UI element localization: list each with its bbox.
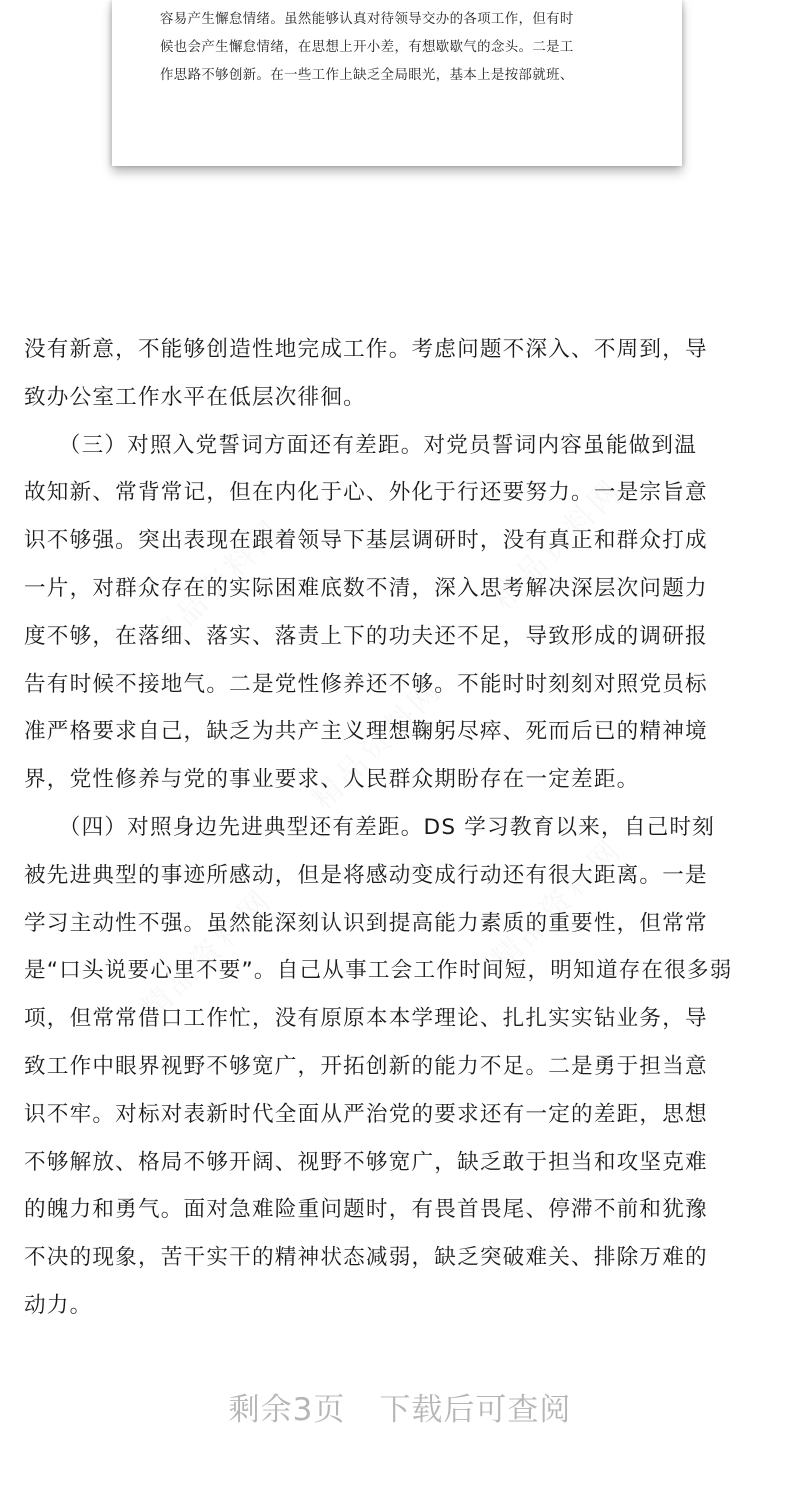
preview-line: 容易产生懈怠情绪。虽然能够认真对待领导交办的各项工作，但有时 bbox=[160, 12, 574, 27]
download-prompt[interactable] bbox=[0, 1384, 800, 1429]
body-line: 告有时候不接地气。二是党性修养还不够。不能时时刻刻对照党员标 bbox=[24, 671, 708, 697]
download-to-view-text[interactable]: 下载后可查阅 bbox=[379, 1392, 572, 1428]
body-line: 被先进典型的事迹所感动，但是将感动变成行动还有很大距离。一是 bbox=[24, 862, 708, 888]
body-line: 致办公室工作水平在低层次徘徊。 bbox=[24, 384, 366, 410]
body-line: 没有新意，不能够创造性地完成工作。考虑问题不深入、不周到，导 bbox=[24, 337, 708, 362]
document-body bbox=[24, 326, 778, 1330]
body-line: 准严格要求自己，缺乏为共产主义理想鞠躬尽瘁、死而后已的精神境 bbox=[24, 719, 708, 745]
body-line: 不够解放、格局不够开阔、视野不够宽广，缺乏敢于担当和攻坚克难 bbox=[24, 1149, 708, 1175]
body-line: 是“口头说要心里不要”。自己从事工会工作时间短，明知道存在很多弱 bbox=[24, 958, 733, 984]
body-line: （三）对照入党誓词方面还有差距。对党员誓词内容虽能做到温 bbox=[24, 432, 698, 458]
body-line: 学习主动性不强。虽然能深刻认识到提高能力素质的重要性，但常常 bbox=[24, 910, 708, 936]
watermark-text: 精品资料网 bbox=[304, 671, 450, 817]
watermark-text: 精品资料网 bbox=[134, 881, 280, 1027]
body-line: 项，但常常借口工作忙，没有原原本本学理论、扎扎实实钻业务，导 bbox=[24, 1006, 708, 1032]
watermark-text: 精品资料网 bbox=[144, 511, 290, 657]
body-line: 度不够，在落细、落实、落责上下的功夫还不足，导致形成的调研报 bbox=[24, 623, 708, 649]
body-line: 故知新、常背常记，但在内化于心、外化于行还要努力。一是宗旨意 bbox=[24, 480, 708, 506]
body-line: 界，党性修养与党的事业要求、人民群众期盼存在一定差距。 bbox=[24, 767, 640, 793]
preview-line: 作思路不够创新。在一些工作上缺乏全局眼光，基本上是按部就班、 bbox=[160, 68, 574, 83]
remaining-pages-text: 剩余3页 bbox=[228, 1392, 346, 1428]
watermark-text: 精品资料网 bbox=[484, 471, 630, 617]
preview-line: 候也会产生懈怠情绪，在思想上开小差，有想歇歇气的念头。二是工 bbox=[160, 40, 574, 55]
document-preview-card bbox=[112, 0, 682, 166]
body-line: 的魄力和勇气。面对急难险重问题时，有畏首畏尾、停滞不前和犹豫 bbox=[24, 1197, 708, 1223]
body-line: （四）对照身边先进典型还有差距。DS 学习教育以来，自己时刻 bbox=[24, 814, 716, 840]
body-line: 识不牢。对标对表新时代全面从严治党的要求还有一定的差距，思想 bbox=[24, 1101, 708, 1127]
body-line: 动力。 bbox=[24, 1292, 93, 1318]
body-line: 不决的现象，苦干实干的精神状态减弱，缺乏突破难关、排除万难的 bbox=[24, 1245, 708, 1271]
body-line: 致工作中眼界视野不够宽广，开拓创新的能力不足。二是勇于担当意 bbox=[24, 1053, 708, 1079]
body-line: 一片，对群众存在的实际困难底数不清，深入思考解决深层次问题力 bbox=[24, 575, 708, 601]
watermark-text: 精品资料网 bbox=[484, 831, 630, 977]
body-line: 识不够强。突出表现在跟着领导下基层调研时，没有真正和群众打成 bbox=[24, 528, 708, 554]
